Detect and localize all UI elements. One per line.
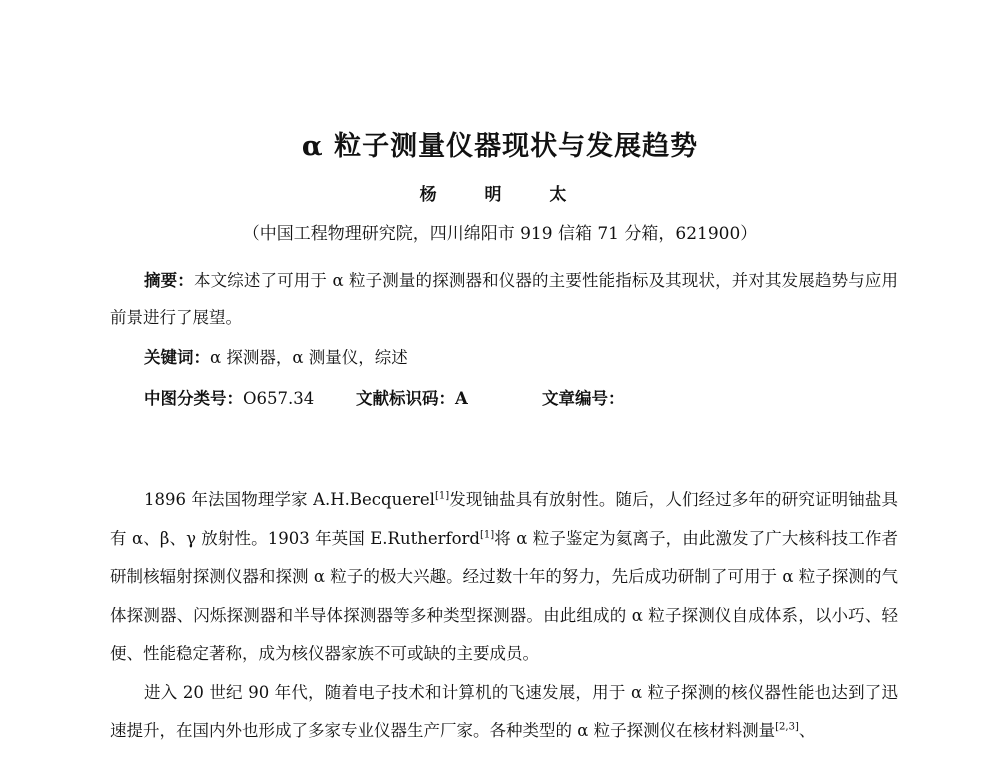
paper-title: α 粒子测量仪器现状与发展趋势 (301, 131, 699, 162)
abstract-text: 本文综述了可用于 α 粒子测量的探测器和仪器的主要性能指标及其现状，并对其发展趋势与应用前景进行了展望。 (110, 271, 899, 327)
clc-field (144, 385, 356, 409)
citation-ref: [2,3] (775, 721, 799, 733)
doc-code-field (356, 385, 542, 409)
body-paragraph-1 (110, 481, 898, 674)
doc-code-label: 文献标识码： (356, 389, 455, 408)
classification-line (144, 385, 625, 409)
keywords (144, 344, 408, 368)
author-name: 杨 明 太 (419, 185, 581, 205)
citation-ref: [1] (479, 529, 495, 540)
doc-code-value: A (455, 389, 468, 408)
p1-text-b: 发现铀盐具有放射性。随后，人们经过多年的研究证明铀盐具有 α、β、γ 放射性。1903 年英国 E.Rutherford (110, 490, 899, 548)
p2-text-b: 、 (798, 721, 816, 740)
citation-ref: [1] (434, 490, 450, 502)
body-text (110, 481, 898, 751)
abstract-label: 摘要： (144, 271, 194, 290)
clc-label: 中图分类号： (144, 389, 243, 408)
p1-text-a: 1896 年法国物理学家 A.H.Becquerel (144, 490, 435, 509)
p2-text-a: 进入 20 世纪 90 年代，随着电子技术和计算机的飞速发展，用于 α 粒子探测的核仪器性能也达到了迅速提升，在国内外也形成了多家专业仪器生产厂家。各种类型的 α 粒子探测仪在核材料测量 (110, 682, 898, 740)
p1-text-c: 将 α 粒子鉴定为氦离子，由此激发了广大核科技工作者研制核辐射探测仪器和探测 α 粒子的极大兴趣。经过数十年的努力，先后成功研制了可用于 α 粒子探测的气体探测器、闪烁探测器和半导体探测器等多种类型探测器。由此组成的 α 粒子探测仪自成体系，以小巧、轻便、性能稳定著称，成为核仪器家族不可或缺的主要成员。 (110, 528, 898, 663)
abstract (110, 262, 898, 336)
body-paragraph-2 (110, 674, 898, 751)
keywords-label: 关键词： (144, 348, 210, 367)
author-affiliation: （中国工程物理研究院，四川绵阳市 919 信箱 71 分箱，621900） (242, 224, 758, 244)
clc-value: O657.34 (243, 389, 315, 408)
article-no-field (542, 385, 625, 409)
keywords-text: α 探测器，α 测量仪，综述 (210, 348, 408, 367)
article-no-label: 文章编号： (542, 389, 625, 408)
